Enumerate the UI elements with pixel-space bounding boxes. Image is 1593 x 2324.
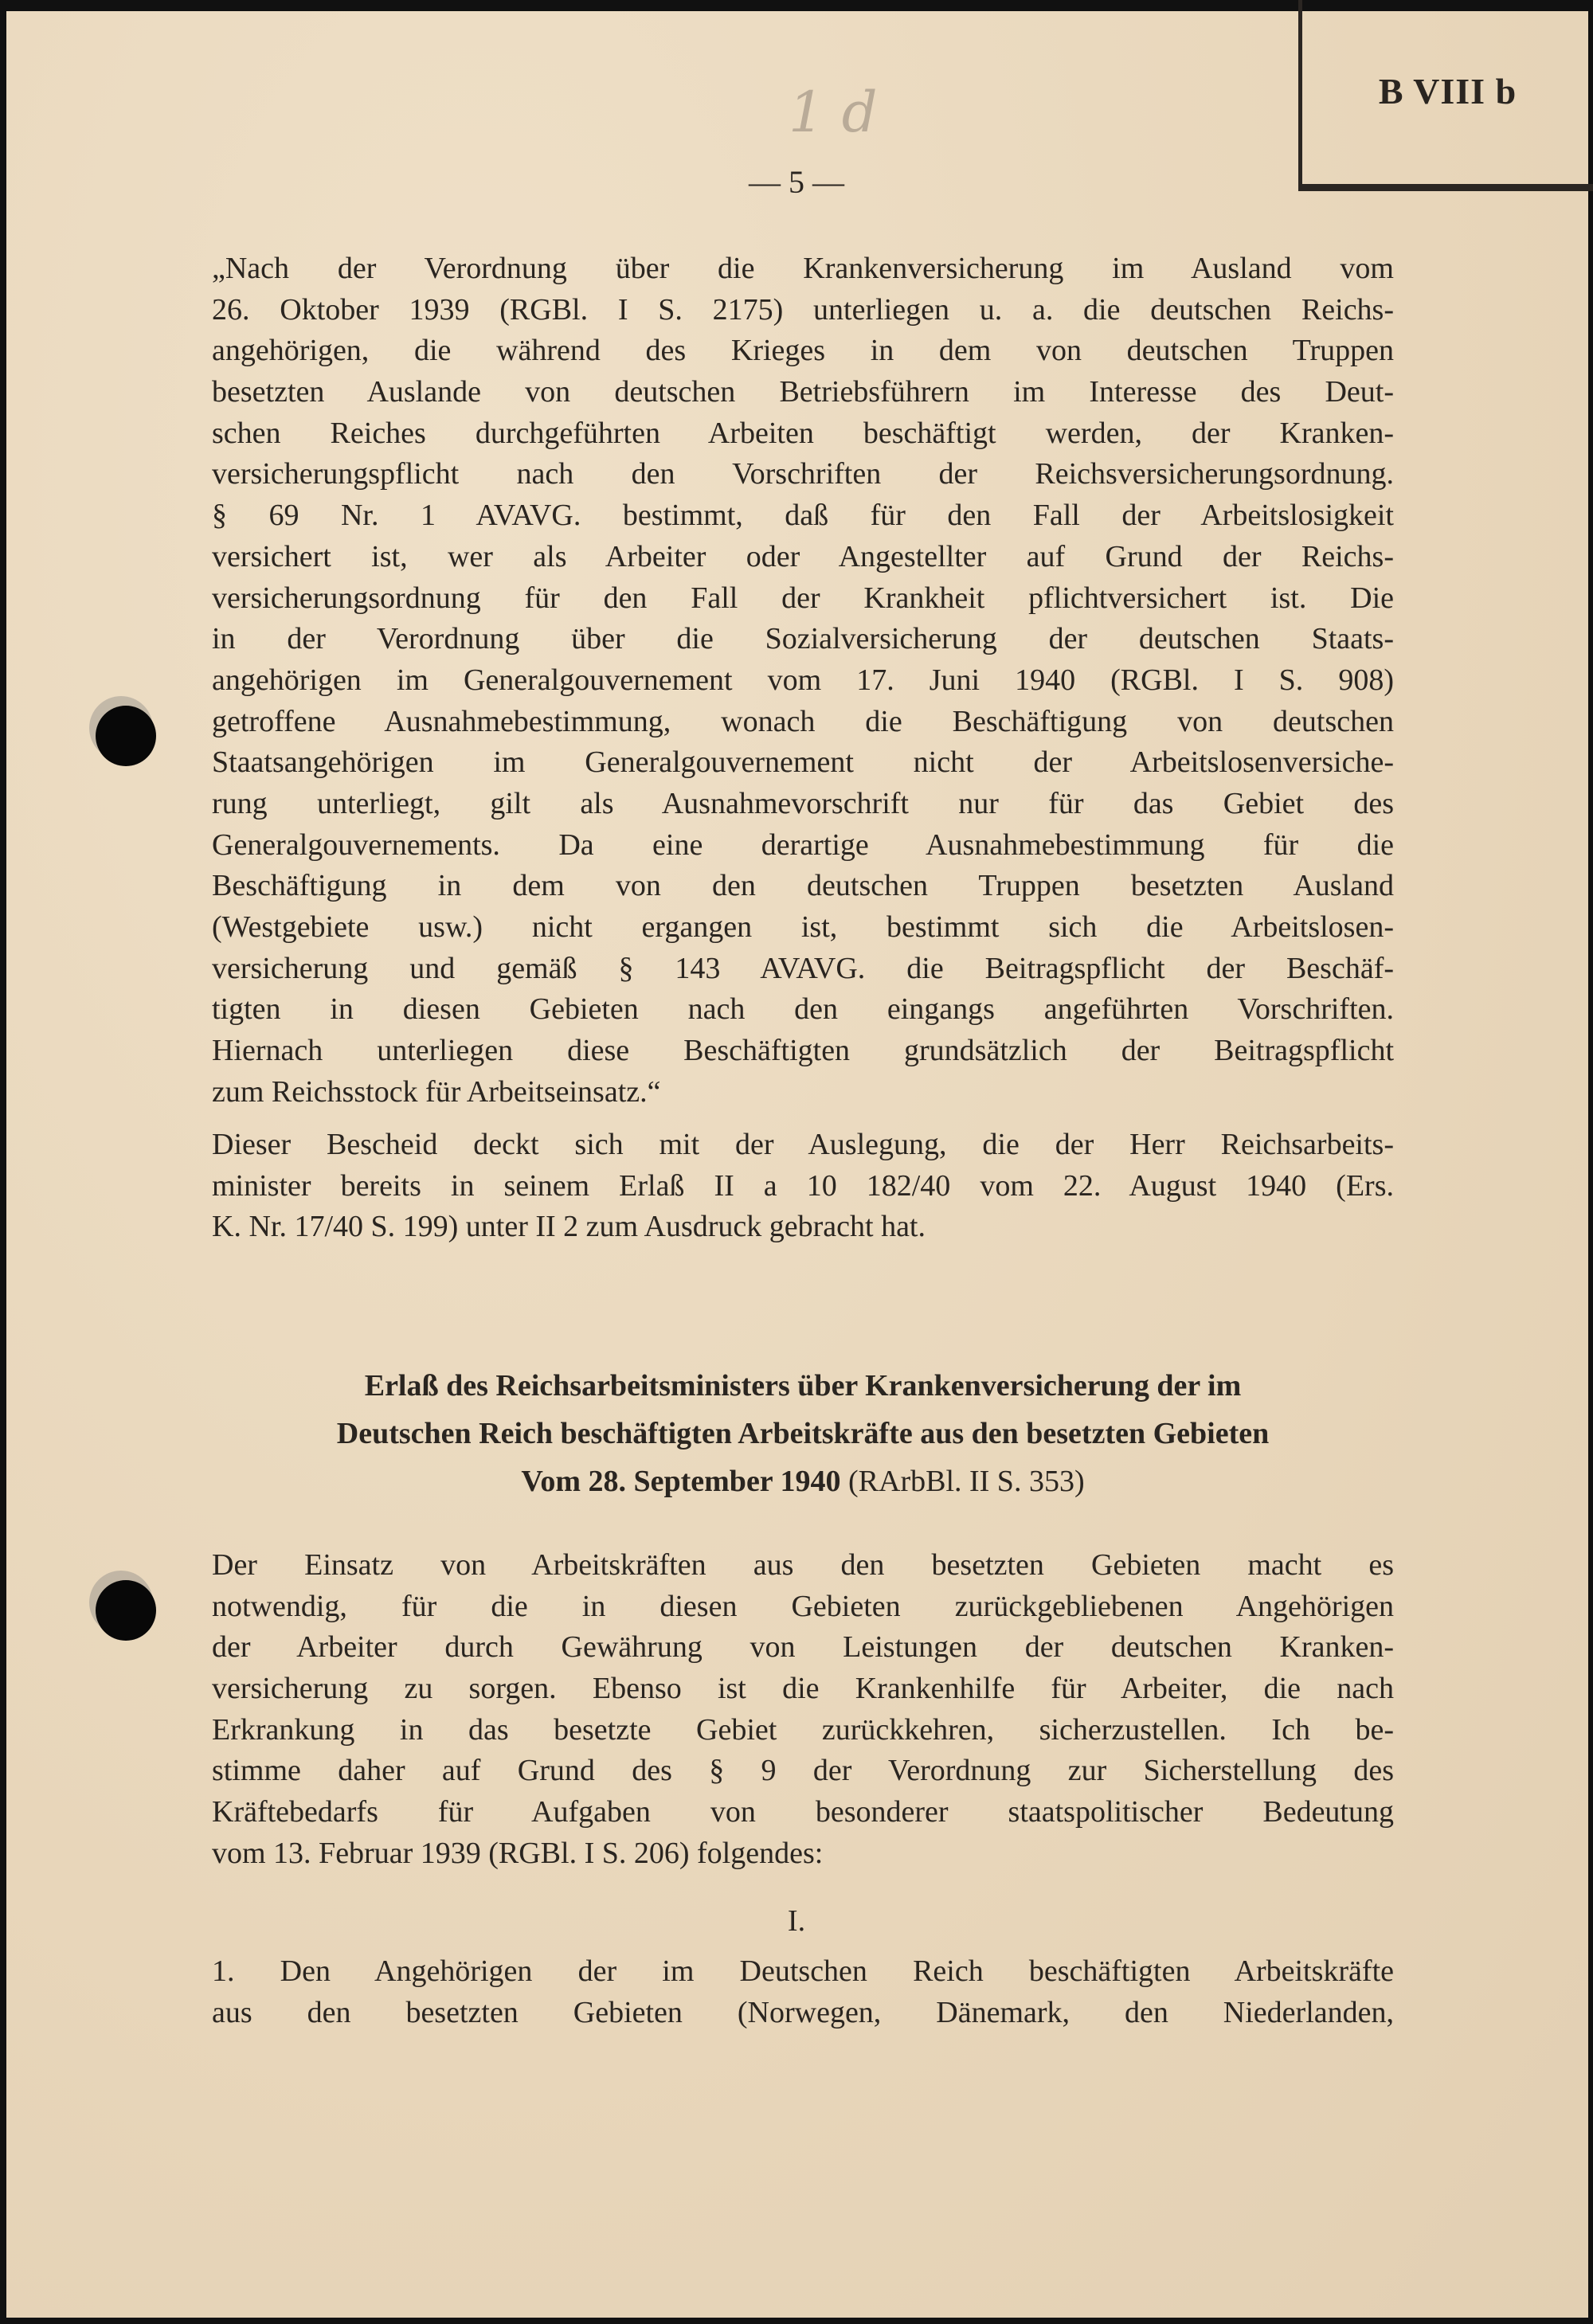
text-line: getroffene Ausnahmebestimmung, wonach die Beschäftigung von deutschen <box>212 704 1394 738</box>
text-line: Dieser Bescheid deckt sich mit der Auslegung, die der Herr Reichsarbeits- <box>212 1128 1394 1161</box>
text-line: notwendig, für die in diesen Gebieten zurückgebliebenen Angehörigen <box>212 1589 1394 1623</box>
text-line: Generalgouvernements. Da eine derartige Ausnahmebestimmung für die <box>212 827 1394 862</box>
classification-box <box>1298 0 1593 191</box>
text-line: § 69 Nr. 1 AVAVG. bestimmt, daß für den Fall der Arbeitslosigkeit <box>212 499 1394 533</box>
text-line: aus den besetzten Gebieten (Norwegen, Dänemark, den Niederlanden, <box>212 1995 1394 2029</box>
text-line: minister bereits in seinem Erlaß II a 10 182/40 vom 22. August 1940 (Ers. <box>212 1168 1394 1203</box>
text-line: Hiernach unterliegen diese Beschäftigten grundsätzlich der Beitragspflicht <box>212 1034 1394 1068</box>
decree-heading <box>212 1362 1394 1505</box>
text-line: versicherung und gemäß § 143 AVAVG. die Beitragspflicht der Beschäf- <box>212 951 1394 985</box>
quote-paragraph <box>212 248 1394 1113</box>
text-line: Erkrankung in das besetzte Gebiet zurückkehren, sicherzustellen. Ich be- <box>212 1712 1394 1747</box>
text-line: rung unterliegt, gilt als Ausnahmevorschrift nur für das Gebiet des <box>212 786 1394 820</box>
heading-date-line <box>212 1457 1394 1505</box>
text-line: zum Reichsstock für Arbeitseinsatz.“ <box>212 1074 661 1109</box>
handwritten-note: 1 d <box>789 80 878 145</box>
heading-date: Vom 28. September 1940 <box>521 1465 841 1498</box>
text-line: angehörigen, die während des Krieges in dem von deutschen Truppen <box>212 334 1394 368</box>
bescheid-paragraph <box>212 1125 1394 1248</box>
punch-hole <box>96 1580 156 1641</box>
text-line: Der Einsatz von Arbeitskräften aus den besetzten Gebieten macht es <box>212 1548 1394 1582</box>
text-line: stimme daher auf Grund des § 9 der Verordnung zur Sicherstellung des <box>212 1754 1394 1788</box>
text-line: Staatsangehörigen im Generalgouvernement nicht der Arbeitslosenversiche- <box>212 745 1394 780</box>
text-line: 26. Oktober 1939 (RGBl. I S. 2175) unterliegen u. a. die deutschen Reichs- <box>212 292 1394 327</box>
text-line: „Nach der Verordnung über die Krankenversicherung im Ausland vom <box>212 252 1394 285</box>
heading-line: Erlaß des Reichsarbeitsministers über Krankenversicherung der im <box>364 1369 1242 1403</box>
item-1-paragraph <box>212 1951 1394 2033</box>
text-line: tigten in diesen Gebieten nach den eingangs angeführten Vorschriften. <box>212 992 1394 1027</box>
text-line: schen Reiches durchgeführten Arbeiten beschäftigt werden, der Kranken- <box>212 416 1394 450</box>
heading-line: Deutschen Reich beschäftigten Arbeitskräfte aus den besetzten Gebieten <box>336 1417 1270 1450</box>
text-line: der Arbeiter durch Gewährung von Leistungen der deutschen Kranken- <box>212 1630 1394 1665</box>
text-line: versicherungsordnung für den Fall der Krankheit pflichtversichert ist. Die <box>212 581 1394 615</box>
text-line: versicherungspflicht nach den Vorschriften der Reichsversicherungsordnung. <box>212 457 1394 491</box>
text-line: Kräftebedarfs für Aufgaben von besonderer staatspolitischer Bedeutung <box>212 1795 1394 1829</box>
text-line: in der Verordnung über die Sozialversicherung der deutschen Staats- <box>212 622 1394 656</box>
text-line: Beschäftigung in dem von den deutschen Truppen besetzten Ausland <box>212 869 1394 903</box>
text-line: versicherung zu sorgen. Ebenso ist die Krankenhilfe für Arbeiter, die nach <box>212 1672 1394 1706</box>
text-line: 1. Den Angehörigen der im Deutschen Reich beschäftigten Arbeitskräfte <box>212 1954 1394 1988</box>
heading-reference: (RArbBl. II S. 353) <box>840 1465 1085 1498</box>
section-number: I. <box>787 1904 806 1938</box>
punch-hole <box>96 706 156 766</box>
intro-paragraph <box>212 1545 1394 1875</box>
text-line: (Westgebiete usw.) nicht ergangen ist, bestimmt sich die Arbeitslosen- <box>212 910 1394 944</box>
page-number: — 5 — <box>749 164 844 200</box>
text-line: vom 13. Februar 1939 (RGBl. I S. 206) folgendes: <box>212 1836 824 1870</box>
text-line: K. Nr. 17/40 S. 199) unter II 2 zum Ausdruck gebracht hat. <box>212 1210 926 1244</box>
text-line: angehörigen im Generalgouvernement vom 17. Juni 1940 (RGBl. I S. 908) <box>212 663 1394 697</box>
text-line: besetzten Auslande von deutschen Betriebsführern im Interesse des Deut- <box>212 375 1394 409</box>
text-line: versichert ist, wer als Arbeiter oder Angestellter auf Grund der Reichs- <box>212 539 1394 573</box>
classification-label: B VIII b <box>1378 71 1517 112</box>
